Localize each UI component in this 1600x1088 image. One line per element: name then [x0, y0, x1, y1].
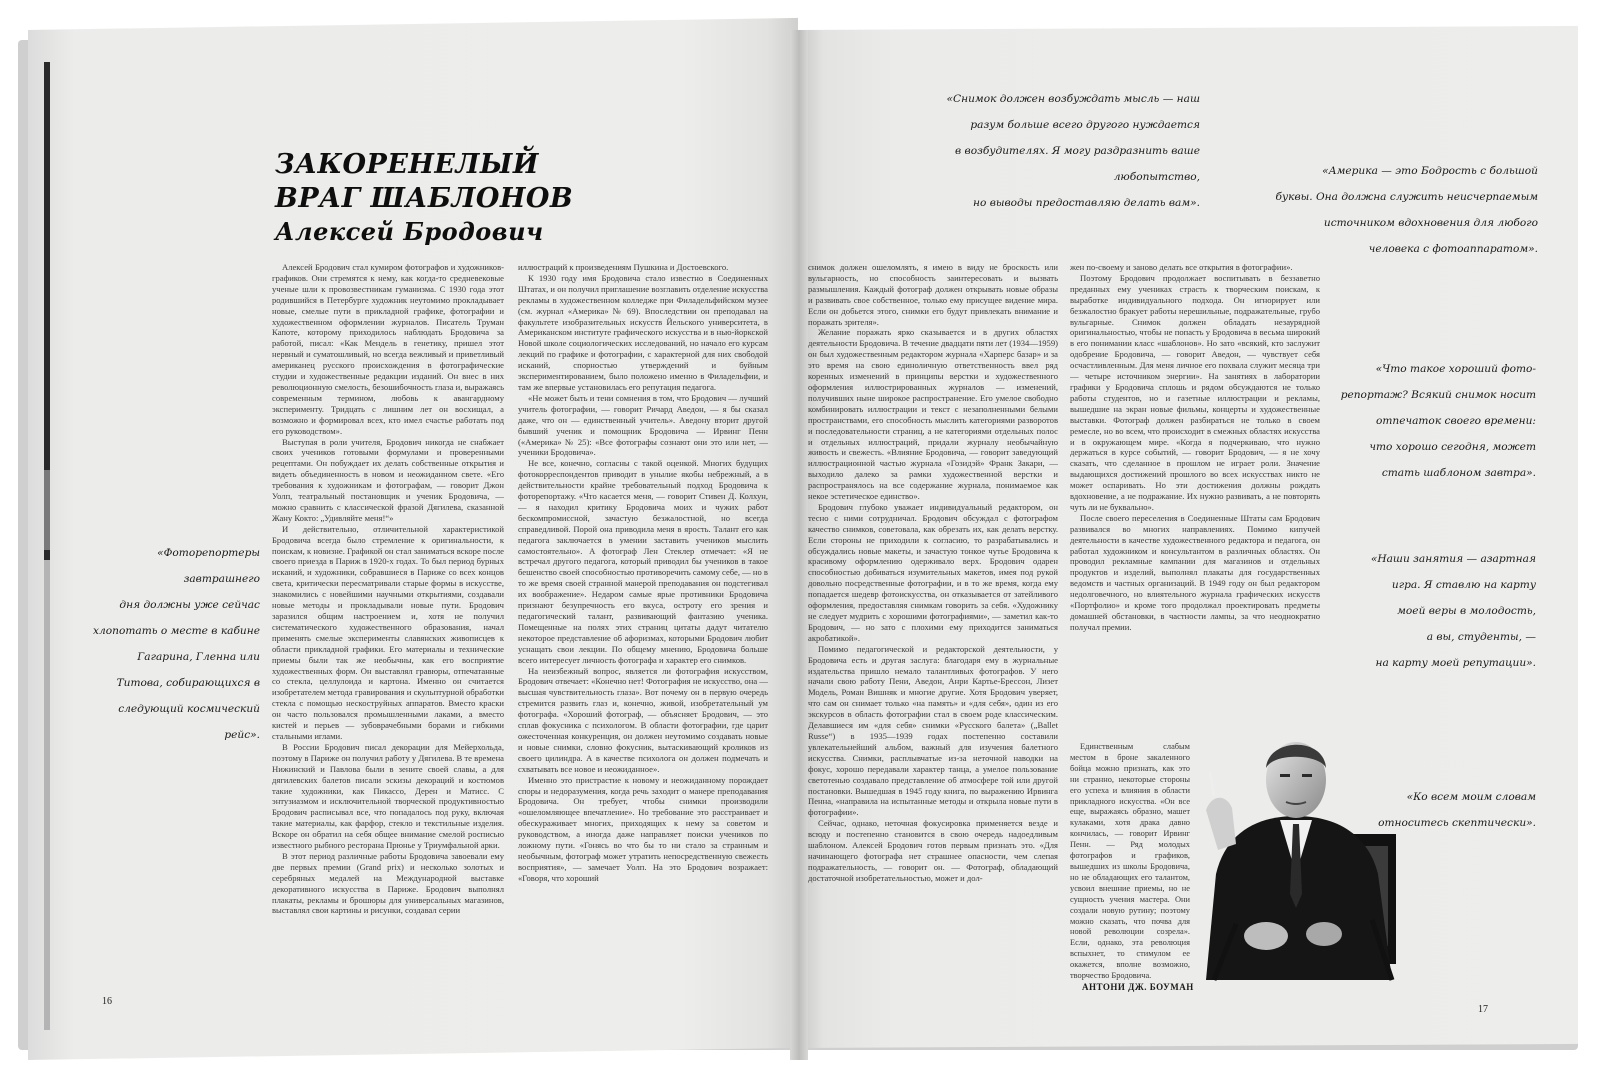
quote-line: но выводы предоставляю делать вам». — [973, 197, 1200, 209]
paragraph: Сейчас, однако, неточная фокусировка применяется везде и всюду и постепенно становится в свою очередь надоедливым шаблоном. Алексей Бродович готов первым признать это. «Для начинающего фотографа нет страшнее опасности, чем слепая подражательность, — говорит он. — Фотограф, обладающий достаточной изобретательностью, может и дол- — [808, 818, 1058, 883]
quote-line: стать шаблоном завтра». — [1381, 467, 1536, 479]
pull-quote-top-2 — [1270, 158, 1538, 262]
quote-line: а вы, студенты, — — [1426, 631, 1536, 643]
quote-line: человека с фотоаппаратом». — [1368, 243, 1538, 255]
paragraph: После своего переселения в Соединенные Штаты сам Бродович развивался во многих направлениях. Помимо кипучей деятельности в качестве художественного редактора и педагога, он работал художником и консультантом в различных областях. Он проводил рекламные кампании для магазинов и отдельных продуктов и изделий, выполнял плакаты для государственных ведомств и частных организаций. В 1949 году он был редактором недолговечного, но влиятельного журнала графических искусств «Портфолио» и кроме того продолжал проектировать предметы домашней обстановки, в частности лампы, за что неоднократно получал премии. — [1070, 512, 1320, 632]
paragraph: Бродович глубоко уважает индивидуальный редактором, он тесно с ними сотрудничал. Бродович обсуждал с фотографом качество снимков, советовала, как обрезать их, как делать верстку. Если стороны не приходили к согласию, то разрабатывались и обсуждались новые макеты, и зачастую тонкое чутье Бродовича к красивому оформлению одерживало верх. Бродович одарен способностью добиваться изумительных макетов, имея под рукой довольно посредственные фотографии, и в то же время, когда ему попадается шедевр фотоискусства, он отказывается от затейливого оформления, предоставляя снимкам говорить за себя. «Художнику не следует мудрить с хорошими фотографиями», — заметил как-то Бродович, — но зато с плохими ему приходится заниматься акробатикой». — [808, 501, 1058, 643]
paragraph: жен по-своему и заново делать все открытия в фотографии». — [1070, 262, 1293, 272]
pull-quote-right-2 — [1320, 546, 1536, 676]
quote-line: Титова, собирающихся в — [116, 677, 260, 689]
pull-quote-right-1 — [1320, 356, 1536, 486]
paragraph: И действительно, отличительной характеристикой Бродовича всегда было стремление к оригинальности, к поискам, к новизне. Графикой он стал заниматься вскоре после своего приезда в Париж в 1920-х годах. То был период бурных исканий, и художники, собравшиеся в Париже со всех концов света, критически пересматривали старые формы в искусстве, знакомились с новейшими научными открытиями, создавали новые методы и прокладывали новые пути. Бродович заразился общим настроением и, хотя не получил систематического художественного образования, начал применять смелые эксперименты славянских живописцев к области прикладной графики. Его материалы и технические приемы были так же необычны, как его восприятие художественных форм. Он выставлял гравюры, отпечатанные со стекла, целлулоида и картона. Именно он считается изобретателем метода гравирования и скульптурной обработки стекла с помощью нескоструйных аппаратов. Вместо краски он часто пользовался промышленными лаками, а вместо кистей и перьев — зубоврачебными борами и гибкими стальными иглами. — [272, 523, 504, 741]
paragraph: К 1930 году имя Бродовича стало известно в Соединенных Штатах, и он получил приглашение возглавить отделение искусства рекламы в художественном колледже при Филадельфийском музее (см. журнал «Америка» № 69). Впоследствии он преподавал на факультете изобразительных искусств Йельского университета, в Американском институте графического искусства и в нью-йоркской Новой школе социологических исследований, но начало его курсам лекций по графике и фотографии, с характерной для них свободой исканий, спорностью утверждений и буйным экспериментированием, было положено именно в Филадельфии, и там же впервые установилась его репутация педагога. — [518, 272, 768, 392]
text-column-right-3 — [1070, 742, 1190, 982]
quote-line: «Наши занятия — азартная — [1370, 553, 1536, 565]
pull-quote-left — [80, 540, 260, 748]
quote-line: относитесь скептически». — [1378, 817, 1536, 829]
spine-edge-lower — [44, 470, 50, 550]
text-column-left-2 — [518, 262, 768, 1042]
page-number-left: 16 — [102, 996, 112, 1007]
paragraph: Алексей Бродович стал кумиром фотографов и художников-графиков. Они стремятся к нему, как когда-то средневековые ученые шли к провозвестникам гуманизма. С 1930 года этот родившийся в Петербурге художник неутомимо прокладывает новые, смелые пути в прикладной графике, фотографии и художественном оформлении журналов. Писатель Труман Капоте, которому приходилось наблюдать Бродовича за работой, писал: «Как Мендель в генетику, пришел этот нервный и суматошливый, но всегда вежливый и приветливый американец русского происхождения в фотографические студии и художественные редакции изданий. Он внес в них революционную смелость, безошибочность глаза и, выражаясь современным термином, любовь к авангардному эксперименту. Тридцать с лишним лет он восхищал, а возможно и формировал всех, кто имел счастье работать под его руководством». — [272, 262, 504, 436]
quote-line: источником вдохновения для любого — [1323, 217, 1538, 229]
quote-line: отпечаток своего времени: — [1375, 415, 1536, 427]
quote-line: что хорошо сегодня, может — [1369, 441, 1536, 453]
quote-line: «Снимок должен возбуждать мысль — наш — [946, 93, 1200, 105]
quote-line: разум больше всего другого нуждается — [970, 119, 1200, 131]
paragraph: Не все, конечно, согласны с такой оценкой. Многих будущих фотокорреспондентов приводит в унылие якобы небрежный, а в действительности крайне требовательный подход Бродовича к фоторепортажу. «Что касается меня, — говорит Стивен Д. Колхун, — я находил критику Бродовича моих и чужих работ бескомпромиссной, зачастую безжалостной, но всегда справедливой. Порой она приводила меня в ярость. Талант его как педагога заключается в умении заставить учеников мыслить самостоятельно». А фотограф Лен Стеклер отмечает: «Я не встречал другого педагога, который приводил бы учеников в такое бешенство своей способностью противоречить самому себе, — но в то же время своей странной манерой преподавания он подстегивал их воображение». Недаром самые ярые противники Бродовича признают безупречность его вкуса, остроту его зрения и педагогический талант, развивающий фантазию ученика. Помещенные на полях этих страниц цитаты дадут читателю некоторое представление об афоризмах, которыми Бродович любит уснащать свои лекции. По общему мнению, Бродовича больше всего интересует личность фотографа и характер его снимков. — [518, 458, 768, 665]
quote-line: моей веры в молодость, — [1397, 605, 1536, 617]
quote-line: в возбудителях. Я могу раздразнить ваше любопытство, — [955, 145, 1200, 183]
paragraph: Единственным слабым местом в броне закаленного бойца можно признать, как это ни странно, некоторые стороны его успеха и влияния в области прикладного искусства. «Он все еще, выражаясь образно, машет кулаками, хотя драка давно кончилась, — говорит Ирвинг Пенн. — Ряд молодых фотографов и графиков, вышедших из школы Бродовича, но не обладающих его талантом, усвоил внешние приемы, но не сущность учения мастера. Они создали новую рутину; поэтому можно сказать, что почва для новой революции созрела». Если, однако, эта революция вспыхнет, то стимулом ее окажется, вполне возможно, творчество Бродовича. — [1070, 742, 1190, 981]
text-column-right-1 — [808, 262, 1058, 1022]
page-gutter — [790, 30, 808, 1060]
quote-line: «Америка — это Бодрость с большой — [1322, 165, 1538, 177]
paragraph: В России Бродович писал декорации для Мейерхольда, поэтому в Париже он получил работу у Дягилева. В те времена Нижинский и Павлова были в зените своей славы, а для дягилевских балетов писали эскизы декораций и костюмов такие художники, как Пикассо, Дерен и Матисс. С энтузиазмом и исключительной творческой продуктивностью Бродович расписывал все, что попадалось под руку, включая такие материалы, как фарфор, стекло и текстильные изделия. Вскоре он обратил на себя общее внимание смелой росписью известного рыбного ресторана Прюнье у Триумфальной арки. — [272, 741, 504, 851]
text-column-right-2 — [1070, 262, 1320, 742]
quote-line: буквы. Она должна служить неисчерпаемым — [1275, 191, 1538, 203]
paragraph: снимок должен ошеломлять, я имею в виду не броскость или вульгарность, но способность заинтересовать и вызвать размышления. Каждый фотограф должен открывать новые образы и развивать свое собственное, только ему присущее видение мира. Если он добьется этого, снимки его будут привлекать внимание и поражать зрителя». — [808, 262, 1058, 327]
title-author: Алексей Бродович — [275, 217, 544, 246]
spine-edge-bottom — [44, 560, 50, 1030]
article-title — [275, 148, 605, 248]
quote-line: следующий космический рейс». — [118, 703, 260, 741]
pull-quote-top-1 — [880, 86, 1200, 216]
quote-line: «Что такое хороший фото- — [1375, 363, 1536, 375]
quote-line: игра. Я ставлю на карту — [1391, 579, 1536, 591]
quote-line: дня должны уже сейчас — [119, 599, 260, 611]
title-line-1: ЗАКОРЕНЕЛЫЙ — [275, 149, 539, 180]
paragraph: Желание поражать ярко сказывается и в других областях деятельности Бродовича. В течение двадцати пяти лет (1934—1959) он был художественным редактором журнала «Харперс базар» и за это время на свою единоличную ответственность ввел ряд коренных изменений в принципы верстки и художественного оформления иллюстрированных журналов — изменений, получивших ныне широкое распространение. Его умелое свободно комбинировать иллюстрации и текст с незаполненными белыми пространствами, его способность мыслить категориями разворотов и последовательности страниц, а не категориями отдельных полос и отдельных иллюстраций, придали журналу необычайную живость и свежесть. «Влияние Бродовича, — говорит заведующий иллюстрационной частью журнала «Гозидэй» Франк Закари, — выходило далеко за рамки художественной верстки и распространялось на все содержание журнала, понимаемое как некое эстетическое единство». — [808, 327, 1058, 502]
quote-line: репортаж? Всякий снимок носит — [1340, 389, 1536, 401]
quote-line: «Фоторепортеры завтрашнего — [157, 547, 260, 585]
paragraph: Именно это пристрастие к новому и неожиданному порождает споры и недоразумения, когда речь заходит о манере преподавания Бродовича. Он требует, чтобы снимки производили «ошеломляющее впечатление». Но требование это расстраивает и обескураживает многих, приходящих к нему за советом и руководством, а иногда даже направляет поиски учеников по ложному пути. «Гонясь во что бы то ни стало за странным и необычным, фотограф может утратить непосредственную свежесть восприятия», — замечает Уолп. На это Бродович возражает: «Говоря, что хороший — [518, 774, 768, 883]
text-column-left-1 — [272, 262, 504, 992]
page-number-right: 17 — [1478, 1004, 1488, 1015]
paragraph: «Не может быть и тени сомнения в том, что Бродович — лучший учитель фотографии, — говорит Ричард Аведон, — я бы сказал даже, что он — единственный учитель». Аведону вторит другой бывший ученик и помощник Бродовича — Ирвинг Пенн («Америка» № 25): «Все фотографы сознают они это или нет, — ученики Бродовича». — [518, 392, 768, 458]
quote-line: «Ко всем моим словам — [1406, 791, 1536, 803]
quote-line: Гагарина, Гленна или — [137, 651, 260, 663]
quote-line: на карту моей репутации». — [1375, 657, 1536, 669]
author-signature: АНТОНИ ДЖ. БОУМАН — [1082, 982, 1194, 992]
quote-line: хлопотать о месте в кабине — [93, 625, 260, 637]
portrait-photo — [1196, 724, 1412, 992]
title-line-2: ВРАГ ШАБЛОНОВ — [275, 183, 574, 214]
paragraph: иллюстраций к произведениям Пушкина и Достоевского. — [518, 262, 729, 272]
paragraph: В этот период различные работы Бродовича завоевали ему две первых премии (Grand prix) и несколько золотых и серебряных медалей на Международной выставке декоративного искусства в Париже. Бродович выполнял плакаты, рекламы и брошюры для универсальных магазинов, выставлял свои картины и рисунки, создавал серии — [272, 850, 504, 916]
paragraph: Помимо педагогической и редакторской деятельности, у Бродовича есть и другая заслуга: благодаря ему в журнальные издательства пришло немало талантливых фотографов. У него начали свою работу Пени, Аведон, Анри Картье-Брессон, Лизет Модель, Роман Вишняк и многие другие. Хотя Бродович уверяет, что сам он снимает только «на память» и «для себя», один из его экскурсов в область фотографии стал в своем роде классическим. Делавшиеся им «для себя» снимки «Русского балета» („Ballet Russe“) в 1935—1939 годах постепенно составили увлекательнейший альбом, важный для изучения балетного искусства. Снимки, расплывчатые из-за неточной наводки на фокус, хорошо передавали характер танца, а умелое пользование светотенью создавало представление об атмосфере той или другой постановки. Вышедшая в 1945 году книга, по выражению Ирвинга Пенна, «направила на испытанные методы и открыла новые пути в фотографии». — [808, 643, 1058, 818]
paragraph: Поэтому Бродович продолжает воспитывать в беззаветно преданных ему учениках страсть к творческим поискам, к выработке индивидуального подхода. Он игнорирует или безжалостно бракует работы нерешильные, подражательные, грубо вульгарные. Снимок должен обладать незаурядной оригинальностью, чтобы не попасть у Бродовича в весьма широкий в его понимании класс «шаблонов». Но зато «всякий, кто заслужит одобрение Бродовича, — говорит Аведон, — чувствует себя осчастливленным. Для меня личное его похвала служит месяца три — четыре источником энергии». На занятиях в лаборатории графики у Бродовича сплошь и рядом обсуждаются не только работы студентов, но и газетные иллюстрации и рекламы, вышедшие на экран новые фильмы, концерты и художественные выставки. Фотограф должен разбираться не только в своем ремесле, но во всем, что происходит в смежных областях искусства и в окружающем мире. «Когда я подчеркиваю, что нужно держаться в курсе событий, — говорит Бродович, — я не хочу сказать, что сделанное в прошлом не играет роли. Значение выдающихся достижений прошлого во всех искусствах никто не может оспаривать. Но эти достижения должны рождать вдохновение, а не подражание. Их нужно развивать, а не повторять чуть ли не буквально». — [1070, 272, 1320, 512]
paragraph: На неизбежный вопрос, является ли фотография искусством, Бродович отвечает: «Конечно нет! Фотография не искусство, она — высшая чувствительность глаза». Вот почему он в первую очередь стремится развить глаз и, конечно, живой, изобретательный ум фотографа. «Хороший фотограф, — объясняет Бродович, — это сплав фокусника с психологом. В области фотографии, где царит ожесточенная конкуренция, он должен неутомимо создавать новые и новые снимки, словно фокусник, вытаскивающий кроликов из своего цилиндра. А в качестве психолога он должен подмечать и схватывать все новое и неожиданное». — [518, 665, 768, 774]
paragraph: Выступая в роли учителя, Бродович никогда не снабжает своих учеников готовыми формулами и проверенными рецептами. Он побуждает их делать собственные открытия и видеть объединенность в новом и неожиданном свете. «Его требования к художникам и фотографам, — говорит Джон Уолп, театральный постановщик и ученик Бродовича, — можно сравнить с классической фразой Дягилева, сказанной Жану Кокто: „Удивляйте меня!“» — [272, 436, 504, 523]
